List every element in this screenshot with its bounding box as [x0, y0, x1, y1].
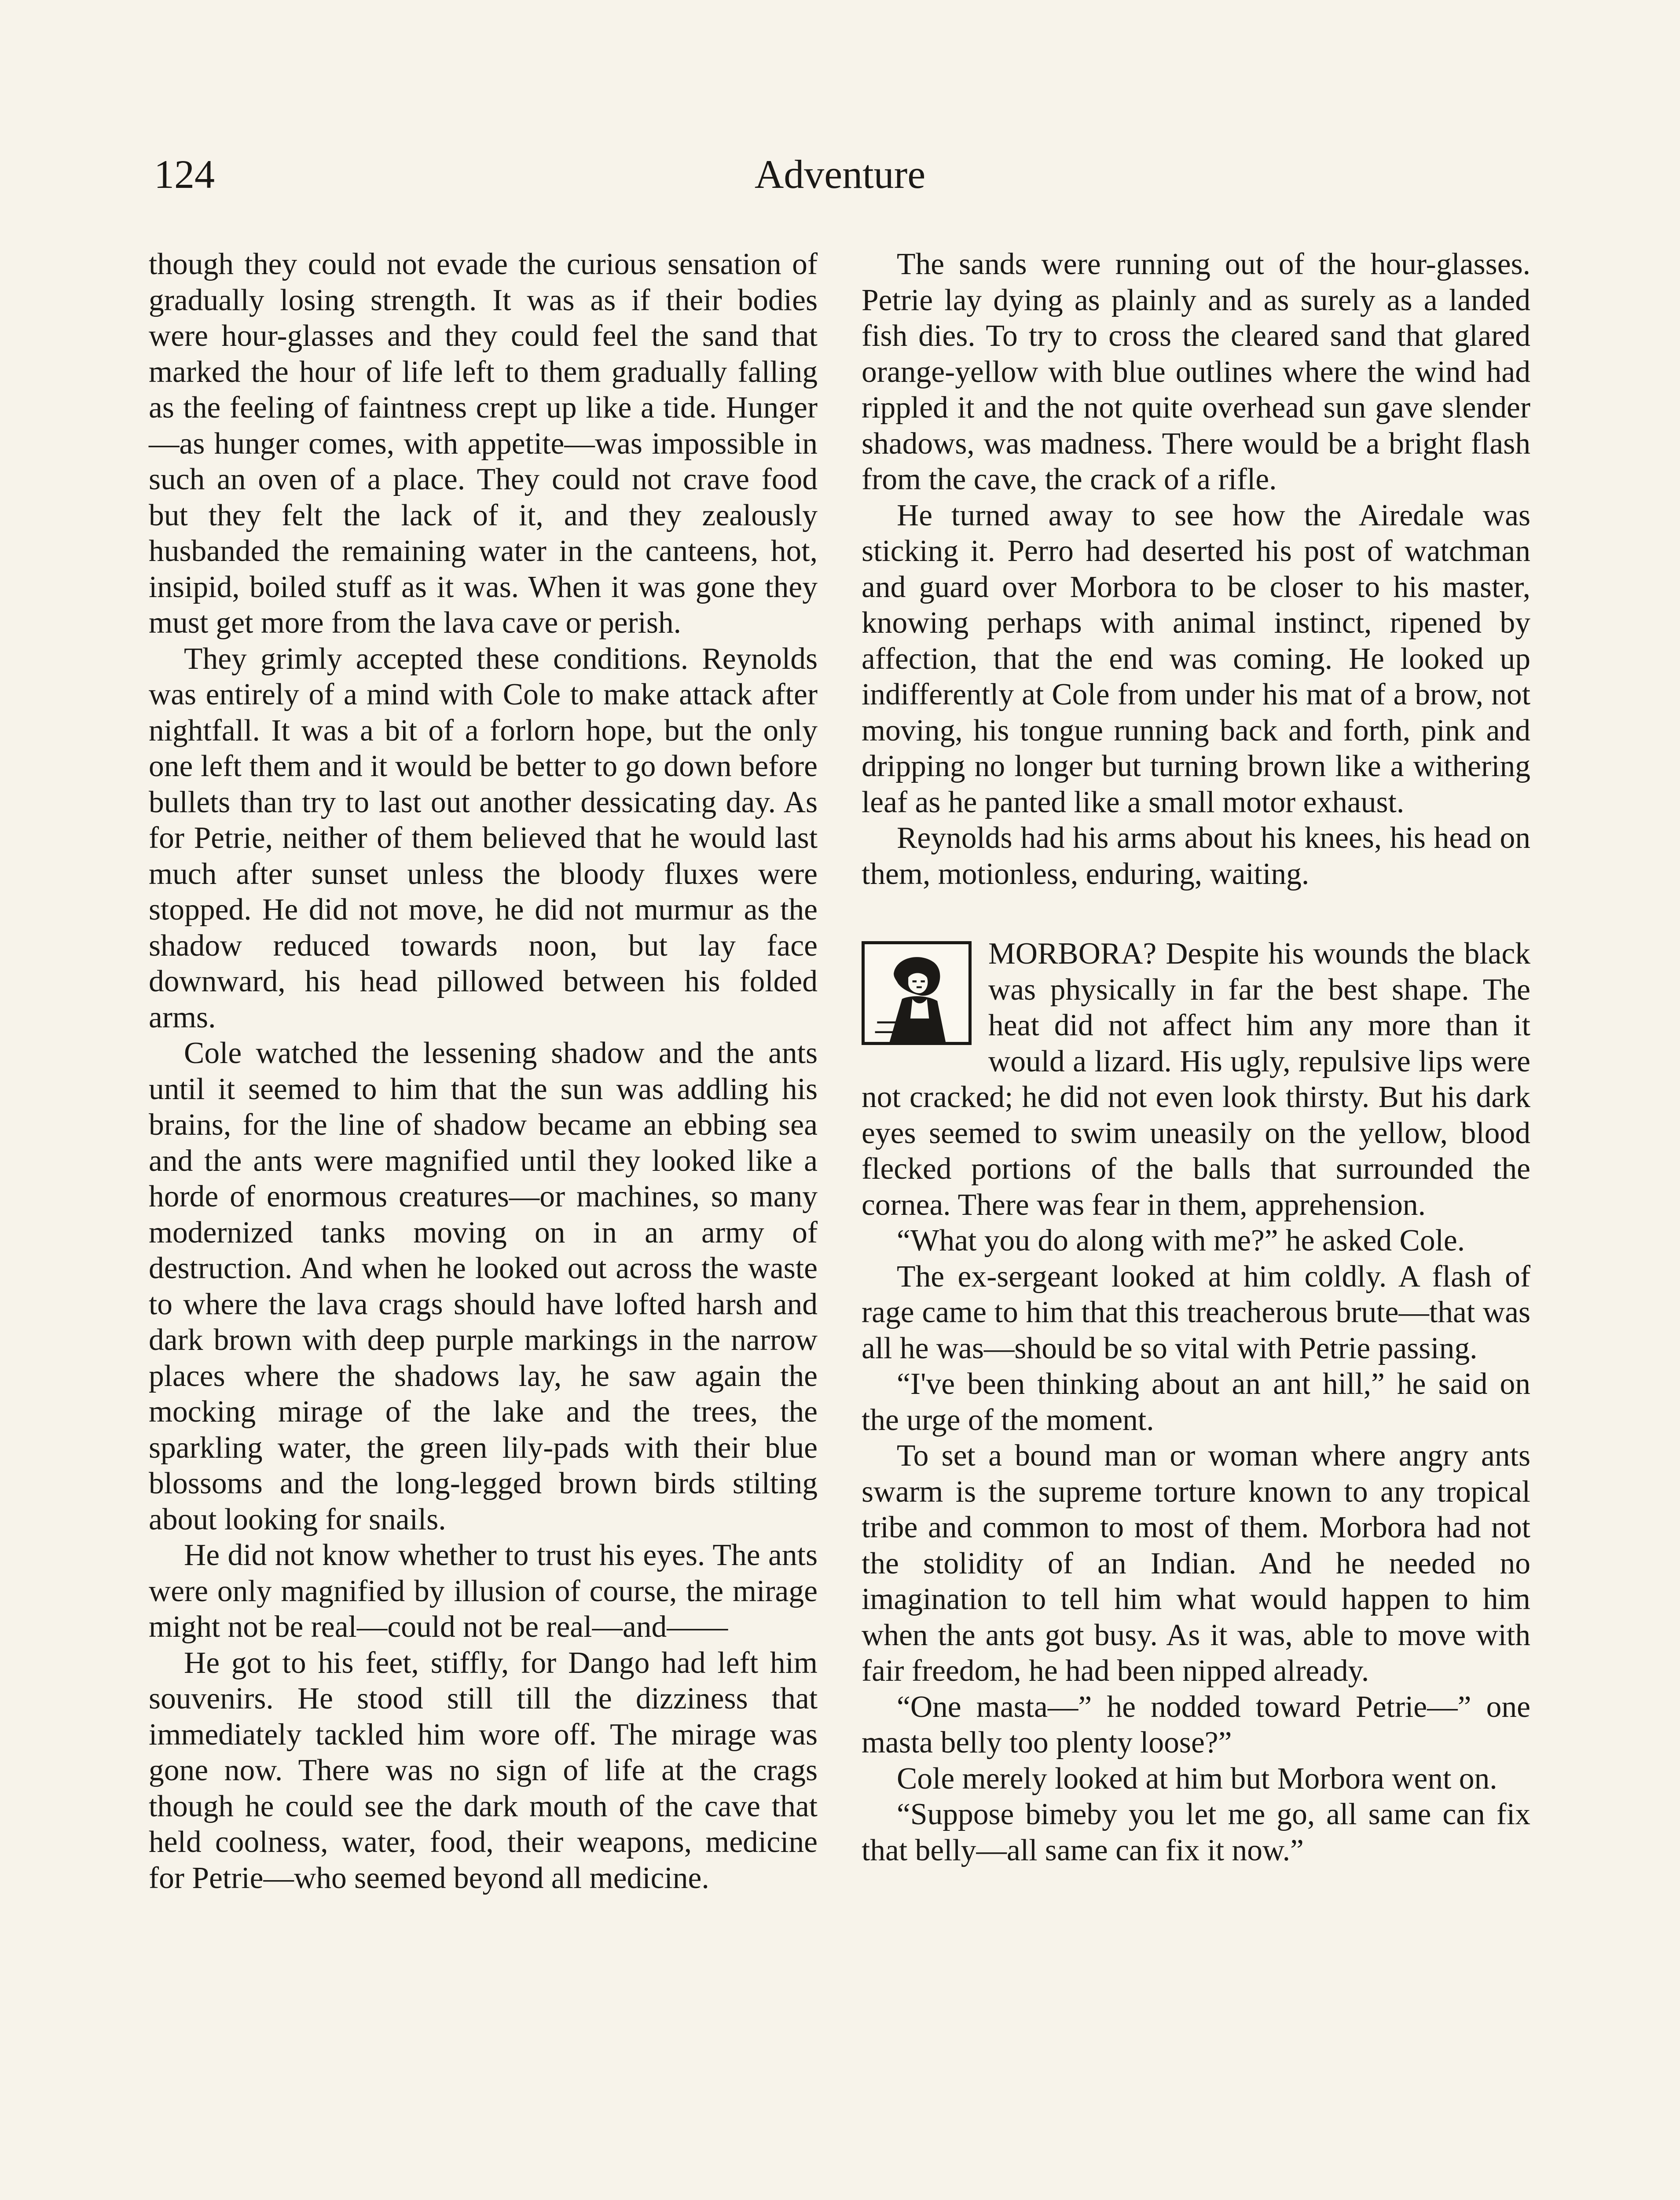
section-lead-paragraph: MORBORA? Despite his wounds the black was physically in far the best shape. The heat did not affect him any more than it would a lizard. His ugly, repulsive lips were not cracked; he did not even look thirsty. But his dark eyes seemed to swim uneasily on the yellow, blood flecked portions of the balls that surrounded the cornea. There was fear in them, apprehension.: [862, 937, 1530, 1222]
left-paragraph-5: He got to his feet, stiffly, for Dango had left him souvenirs. He stood still till the dizziness that immediately tackled him wore off. The mirage was gone now. There was no sign of life at the crags though he could see the dark mouth of the cave that held coolness, water, food, their weapons, medicine for Petrie—who seemed beyond all medicine.: [149, 1646, 818, 1895]
right-paragraph-3: Reynolds had his arms about his knees, his head on them, motionless, enduring, waiting.: [862, 821, 1530, 891]
left-paragraph-3: Cole watched the lessening shadow and the ants until it seemed to him that the sun was addling his brains, for the line of shadow became an ebbing sea and the ants were magnified until they looked like a horde of enormous creatures—or machines, so many modernized tanks moving on in an army of destruction. And when he looked out across the waste to where the lava crags should have lofted harsh and dark brown with deep purple markings in the narrow places where the shadows lay, he saw again the mocking mirage of the lake and the trees, the sparkling water, the green lily-pads with their blue blossoms and the long-legged brown birds stilting about looking for snails.: [149, 1036, 818, 1536]
right-section-paragraph-1: “What you do along with me?” he asked Cole.: [897, 1224, 1465, 1258]
portrait-vignette-icon: [862, 941, 972, 1045]
running-head-title: Adventure: [754, 152, 926, 197]
left-paragraph-2: They grimly accepted these conditions. Reynolds was entirely of a mind with Cole to make attack after nightfall. It was a bit of a forlorn hope, but the only one left them and it would be better to go down before bullets than try to last out another dessicating day. As for Petrie, neither of them believed that he would last much after sunset unless the bloody fluxes were stopped. He did not move, he did not murmur as the shadow reduced towards noon, but lay face downward, his head pillowed between his folded arms.: [149, 642, 818, 1034]
right-section-paragraph-4: To set a bound man or woman where angry ants swarm is the supreme torture known to any tropical tribe and common to most of them. Morbora had not the stolidity of an Indian. And he needed no imagination to tell him what would happen to him when the ants got busy. As it was, able to move with fair freedom, he had been nipped already.: [862, 1439, 1530, 1688]
page-number: 124: [154, 152, 215, 197]
left-column: [149, 246, 818, 1896]
right-section-paragraph-5: “One masta—” he nodded toward Petrie—” one masta belly too plenty loose?”: [862, 1690, 1530, 1760]
left-paragraph-1: though they could not evade the curious sensation of gradually losing strength. It was as if their bodies were hour-glasses and they could feel the sand that marked the hour of life left to them gradually falling as the feeling of faintness crept up like a tide. Hunger—as hunger comes, with appetite—was impossible in such an oven of a place. They could not crave food but they felt the lack of it, and they zealously husbanded the remaining water in the canteens, hot, insipid, boiled stuff as it was. When it was gone they must get more from the lava cave or perish.: [149, 247, 818, 640]
right-section-paragraph-7: “Suppose bimeby you let me go, all same can fix that belly—all same can fix it now.”: [862, 1797, 1530, 1867]
right-section-paragraph-6: Cole merely looked at him but Morbora went on.: [897, 1761, 1497, 1796]
right-column: [862, 246, 1530, 1868]
right-section-paragraph-3: “I've been thinking about an ant hill,” he said on the urge of the moment.: [862, 1367, 1530, 1437]
right-paragraph-1: The sands were running out of the hour-glasses. Petrie lay dying as plainly and as surely as a landed fish dies. To try to cross the cleared sand that glared orange-yellow with blue outlines where the wind had rippled it and the not quite overhead sun gave slender shadows, was madness. There would be a bright flash from the cave, the crack of a rifle.: [862, 247, 1530, 496]
left-paragraph-4: He did not know whether to trust his eyes. The ants were only magnified by illusion of course, the mirage might not be real—could not be real—and——: [149, 1538, 818, 1644]
section-break: [862, 936, 1530, 1868]
right-paragraph-2: He turned away to see how the Airedale was sticking it. Perro had deserted his post of watchman and guard over Morbora to be closer to his master, knowing perhaps with animal instinct, ripened by affection, that the end was coming. He looked up indifferently at Cole from under his mat of a brow, not moving, his tongue running back and forth, pink and dripping no longer but turning brown like a withering leaf as he panted like a small motor exhaust.: [862, 498, 1530, 819]
right-section-paragraph-2: The ex-sergeant looked at him coldly. A flash of rage came to him that this treacherous brute—that was all he was—should be so vital with Petrie passing.: [862, 1259, 1530, 1365]
